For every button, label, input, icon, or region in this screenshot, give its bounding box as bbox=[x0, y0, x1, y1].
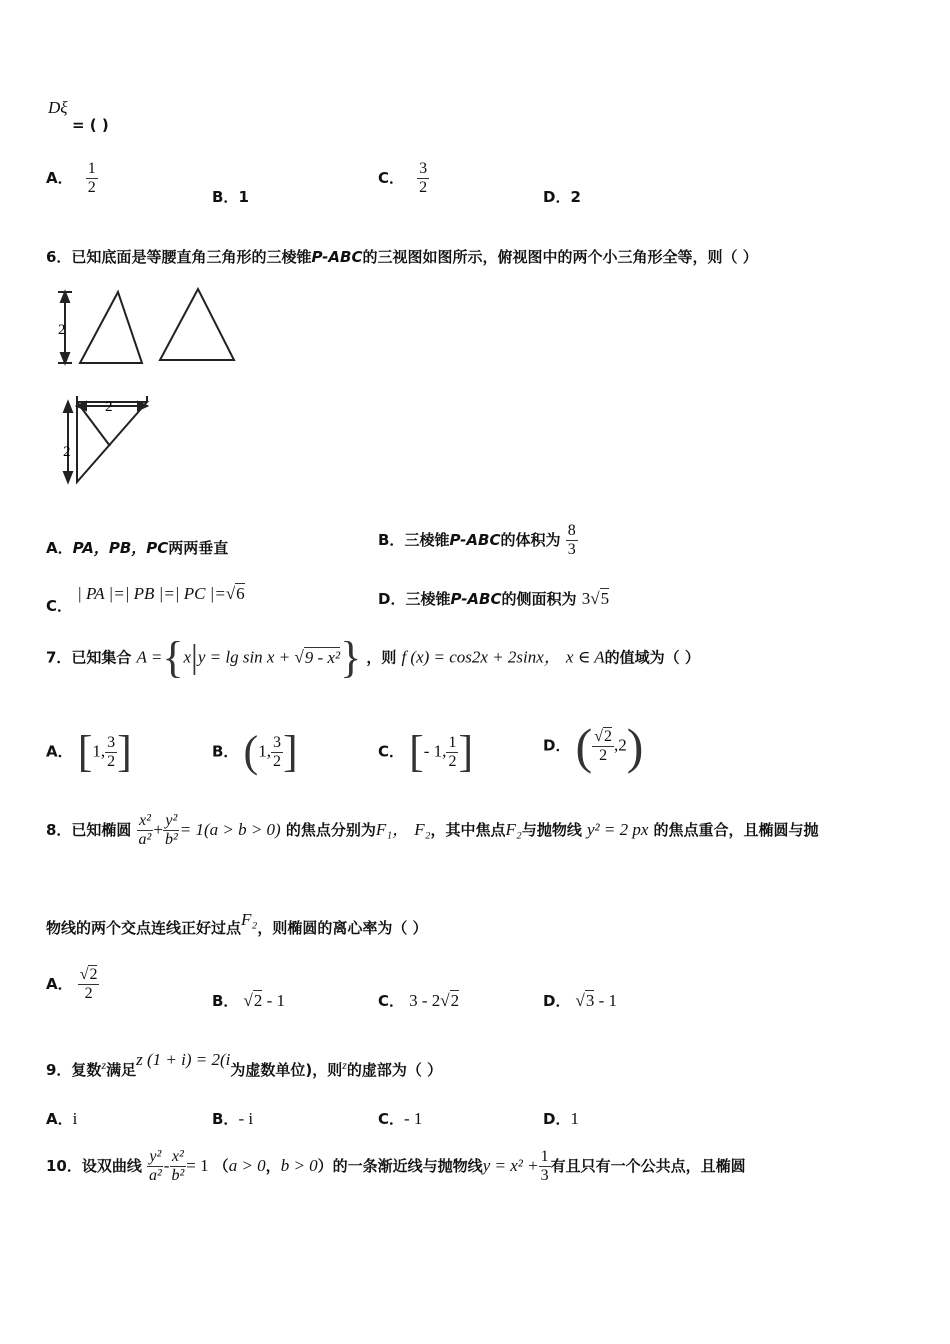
q6-option-a: A．PA，PB，PC两两垂直 bbox=[46, 539, 229, 557]
q5-option-c-fraction: $\frac{3}{2}$ bbox=[419, 160, 428, 196]
q6-option-c: C． | PA |=| PB |=| PC |=√6 bbox=[46, 584, 245, 615]
q5-option-b-value: 1 bbox=[238, 188, 249, 206]
q6-option-b-fraction: $\frac{8}{3}$ bbox=[567, 522, 576, 558]
q5-stem-tail: = ( ) bbox=[72, 116, 109, 134]
q9-option-a: A．i bbox=[46, 1109, 78, 1128]
q5-stem-var: Dξ bbox=[48, 98, 68, 117]
q7-option-a: A． [1, $\frac{3}{2}$ ] bbox=[46, 727, 132, 776]
q5-option-b-label: B． bbox=[212, 188, 239, 206]
q8-option-c: C． 3 - 2√2 bbox=[378, 991, 460, 1010]
q5-option-a-label: A． bbox=[46, 169, 73, 187]
q9-option-b: B．- i bbox=[212, 1109, 254, 1128]
q5-option-c-label: C． bbox=[378, 169, 405, 187]
q5-option-a-fraction: $\frac{1}{2}$ bbox=[87, 160, 96, 196]
q5-option-b bbox=[212, 186, 249, 207]
top-view-width-label: 2 bbox=[105, 399, 113, 415]
q8-stem: 8．已知椭圆 $\frac{\text{x²}}{\text{a²}}$ + $\frac{\text{y²}}{\text{b²}}$ = 1(a > b > 0) 的焦点分别为F₁， F₂，其中焦点F₂与抛物线 y² = 2 px 的焦点重合，且椭圆与抛 bbox=[46, 812, 819, 848]
q9-option-c: C．- 1 bbox=[378, 1109, 423, 1128]
front-view-triangle bbox=[58, 292, 142, 363]
q8-option-b: B． √2 - 1 bbox=[212, 991, 286, 1010]
q7-option-d: D． ( $\frac{√2}{2}$ ,2) bbox=[543, 718, 644, 774]
three-view-figure bbox=[50, 280, 250, 490]
q7-option-c: C． [- 1, $\frac{1}{2}$ ] bbox=[378, 727, 474, 776]
q6-stem: 6．已知底面是等腰直角三角形的三棱锥P-ABC的三视图如图所示，俯视图中的两个小三角形全等，则（ ） bbox=[46, 248, 758, 266]
q7-stem: 7．已知集合 A ={x|y = lg sin x + √9 - x²} ，则 f (x) = cos2x + 2sinx， x ∈ A的值域为（ ） bbox=[46, 633, 700, 682]
front-view-height-label: 2 bbox=[58, 322, 66, 338]
q5-option-d-value: 2 bbox=[570, 188, 581, 206]
q9-option-d: D．1 bbox=[543, 1109, 579, 1128]
side-view-triangle bbox=[160, 289, 234, 360]
q5-option-d-label: D． bbox=[543, 188, 571, 206]
q8-option-a: A． $\frac{√2}{2}$ bbox=[46, 966, 98, 1002]
q8-option-d: D． √3 - 1 bbox=[543, 991, 618, 1010]
q5-option-a bbox=[46, 160, 98, 197]
q10-stem: 10．设双曲线 $\frac{\text{y²}}{\text{a²}}$ - $\frac{\text{x²}}{\text{b²}}$ = 1 （a > 0，b > 0）的一条渐近线与抛物线y = x² + $\frac{1}{3}$ 有且只有一个公共点，且椭圆 bbox=[46, 1148, 746, 1184]
q6-option-d: D．三棱锥P-ABC的侧面积为 3√5 bbox=[378, 589, 610, 608]
q7-option-b: B． (1, $\frac{3}{2}$ ] bbox=[212, 727, 298, 776]
q9-stem: 9．复数$^z$满足z (1 + i) = 2(i为虚数单位)，则$^z$的虚部为（ ） bbox=[46, 1050, 443, 1079]
top-view-height-label: 2 bbox=[63, 444, 71, 460]
q8-stem-line2: 物线的两个交点连线正好过点F₂，则椭圆的离心率为（ ） bbox=[46, 910, 428, 937]
q6-option-b: B．三棱锥P-ABC的体积为 $\frac{8}{3}$ bbox=[378, 522, 576, 558]
q5-option-d bbox=[543, 186, 581, 207]
q5-option-c bbox=[378, 160, 429, 197]
